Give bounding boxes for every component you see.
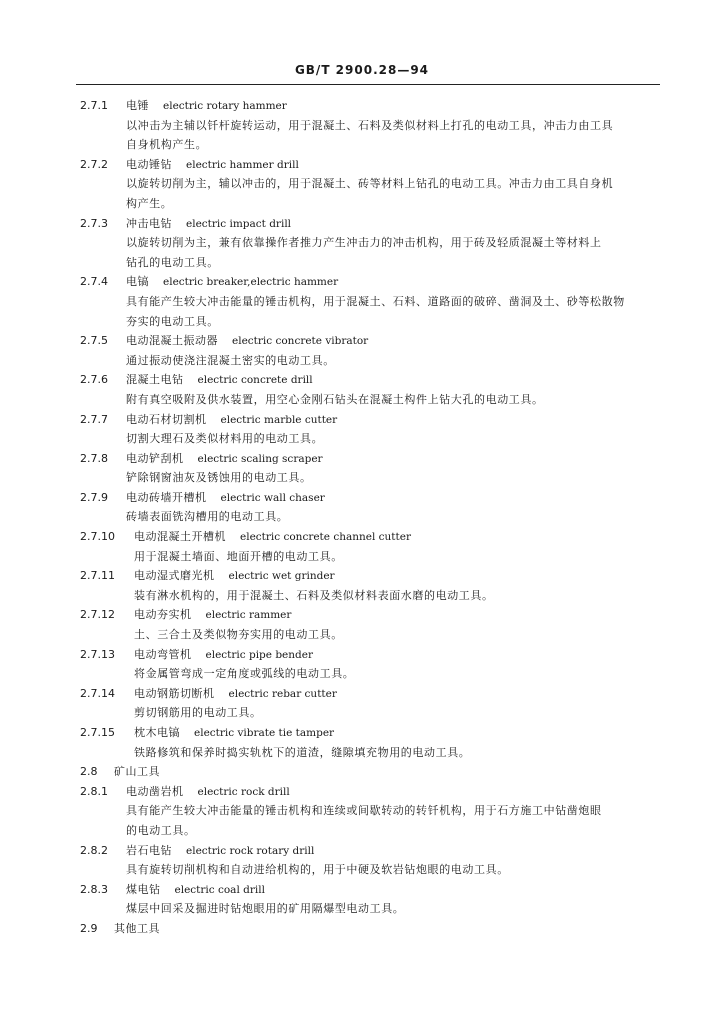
clause-number: 2.8.3 [80,882,108,896]
entry-list [80,96,680,939]
term-english: electric concrete vibrator [232,335,369,348]
clause-number: 2.7.15 [80,726,115,739]
term-line [80,684,680,704]
term-english: electric impact drill [186,217,292,230]
clause-number: 2.7.1 [80,99,108,112]
term-chinese: 电动混凝土开槽机 [134,530,226,544]
term-chinese: 电动铲刮机 [126,451,184,465]
clause-number: 2.7.2 [80,157,108,171]
term-entry [80,841,680,880]
term-chinese: 混凝土电钻 [126,373,184,387]
term-chinese: 电镐 [126,275,149,289]
term-definition: 具有旋转切削机构和自动进给机构的，用于中硬及软岩钻炮眼的电动工具。 [126,863,509,877]
term-english: electric rock drill [197,785,290,798]
term-entry [80,566,680,605]
term-definition: 的电动工具。 [126,823,196,837]
term-definition: 具有能产生较大冲击能量的锤击机构，用于混凝土、石料、道路面的破碎、凿洞及土、砂等松散物 [126,294,625,308]
term-entry [80,782,680,841]
term-line [80,527,680,547]
term-chinese: 其他工具 [114,921,160,935]
term-entry [80,155,680,214]
term-chinese: 电锤 [126,99,149,112]
term-definition: 装有淋水机构的，用于混凝土、石料及类似材料表面水磨的电动工具。 [134,588,494,602]
term-english: electric coal drill [174,883,265,896]
term-line [80,331,680,351]
term-english: electric pipe bender [205,648,313,661]
section-heading [80,919,680,939]
term-line [80,723,680,743]
term-line [80,488,680,508]
term-english: electric breaker,electric hammer [163,276,339,289]
term-english: electric rotary hammer [163,100,287,112]
term-entry [80,880,680,919]
term-line [80,272,680,292]
term-english: electric marble cutter [220,413,338,426]
term-english: electric hammer drill [186,158,299,171]
clause-number: 2.8 [80,765,98,779]
term-chinese: 冲击电钻 [126,216,172,230]
term-definition: 钻孔的电动工具。 [126,255,219,269]
term-line [80,96,680,116]
section-heading [80,762,680,782]
term-line [80,410,680,430]
term-line [80,880,680,900]
term-entry [80,645,680,684]
term-definition: 铲除钢窗油灰及锈蚀用的电动工具。 [126,471,312,485]
term-definition: 以旋转切削为主，兼有依靠操作者推力产生冲击力的冲击机构，用于砖及轻质混凝土等材料上 [126,236,602,250]
term-line [80,566,680,586]
term-chinese: 电动钢筋切断机 [134,686,215,700]
term-chinese: 电动凿岩机 [126,784,184,798]
term-definition: 夯实的电动工具。 [126,314,219,328]
clause-number: 2.7.10 [80,530,115,544]
term-definition: 构产生。 [126,196,173,210]
term-english: electric concrete drill [197,374,313,387]
term-line [80,155,680,175]
term-english: electric rebar cutter [228,687,337,700]
term-english: electric concrete channel cutter [240,531,411,544]
page-header: GB/T 2900.28—94 [294,63,430,77]
term-entry [80,96,680,155]
term-chinese: 矿山工具 [114,765,160,779]
term-chinese: 岩石电钻 [126,843,172,857]
term-entry [80,272,680,331]
clause-number: 2.8.1 [80,784,108,798]
term-entry [80,488,680,527]
term-english: electric wet grinder [228,570,335,583]
clause-number: 2.7.9 [80,490,108,504]
term-line [80,449,680,469]
term-definition: 切割大理石及类似材料用的电动工具。 [126,432,324,446]
term-entry [80,684,680,723]
term-chinese: 电动弯管机 [134,647,192,661]
term-english: electric rammer [205,609,292,622]
term-chinese: 电动锤钻 [126,157,172,171]
clause-number: 2.9 [80,921,98,935]
header-rule [76,84,660,85]
clause-number: 2.7.14 [80,686,115,700]
clause-number: 2.7.5 [80,334,108,348]
term-entry [80,410,680,449]
term-entry [80,331,680,370]
term-definition: 以冲击为主辅以钎杆旋转运动，用于混凝土、石料及类似材料上打孔的电动工具，冲击力由工具 [126,118,614,132]
term-definition: 用于混凝土墙面、地面开槽的电动工具。 [134,549,343,563]
clause-number: 2.7.13 [80,647,115,661]
term-chinese: 煤电钻 [126,882,161,896]
term-entry [80,214,680,273]
term-definition: 剪切钢筋用的电动工具。 [134,706,262,720]
term-chinese: 电动砖墙开槽机 [126,490,207,504]
term-definition: 煤层中回采及掘进时钻炮眼用的矿用隔爆型电动工具。 [126,902,405,916]
term-english: electric rock rotary drill [186,844,315,857]
term-english: electric scaling scraper [197,452,323,465]
term-entry [80,449,680,488]
term-line [80,762,680,782]
clause-number: 2.8.2 [80,843,108,857]
term-line [80,782,680,802]
clause-number: 2.7.6 [80,373,108,387]
term-line [80,605,680,625]
term-chinese: 电动湿式磨光机 [134,569,215,583]
term-definition: 附有真空吸附及供水装置，用空心金刚石钻头在混凝土构件上钻大孔的电动工具。 [126,392,544,406]
term-definition: 土、三合土及类似物夯实用的电动工具。 [134,628,343,642]
term-line [80,919,680,939]
term-definition: 砖墙表面铣沟槽用的电动工具。 [126,510,289,524]
term-english: electric wall chaser [220,491,325,504]
clause-number: 2.7.7 [80,412,108,426]
term-line [80,841,680,861]
term-entry [80,370,680,409]
term-line [80,214,680,234]
term-chinese: 电动混凝土振动器 [126,334,218,348]
term-definition: 通过振动使浇注混凝土密实的电动工具。 [126,353,335,367]
term-entry [80,723,680,762]
term-definition: 自身机构产生。 [126,138,208,152]
term-definition: 将金属管弯成一定角度或弧线的电动工具。 [134,667,355,681]
term-line [80,370,680,390]
clause-number: 2.7.11 [80,569,115,583]
term-entry [80,527,680,566]
term-entry [80,605,680,644]
term-chinese: 电动夯实机 [134,608,192,622]
term-chinese: 电动石材切割机 [126,412,207,426]
clause-number: 2.7.12 [80,608,115,622]
term-english: electric vibrate tie tamper [194,727,335,739]
term-definition: 以旋转切削为主，辅以冲击的，用于混凝土、砖等材料上钻孔的电动工具。冲击力由工具自身机 [126,177,614,191]
clause-number: 2.7.8 [80,451,108,465]
clause-number: 2.7.3 [80,216,108,230]
clause-number: 2.7.4 [80,275,108,289]
term-definition: 铁路修筑和保养时捣实轨枕下的道渣，缝隙填充物用的电动工具。 [134,745,471,759]
term-line [80,645,680,665]
term-definition: 具有能产生较大冲击能量的锤击机构和连续或间歇转动的转钎机构，用于石方施工中钻凿炮眼 [126,804,602,818]
term-chinese: 枕木电镐 [134,726,180,739]
